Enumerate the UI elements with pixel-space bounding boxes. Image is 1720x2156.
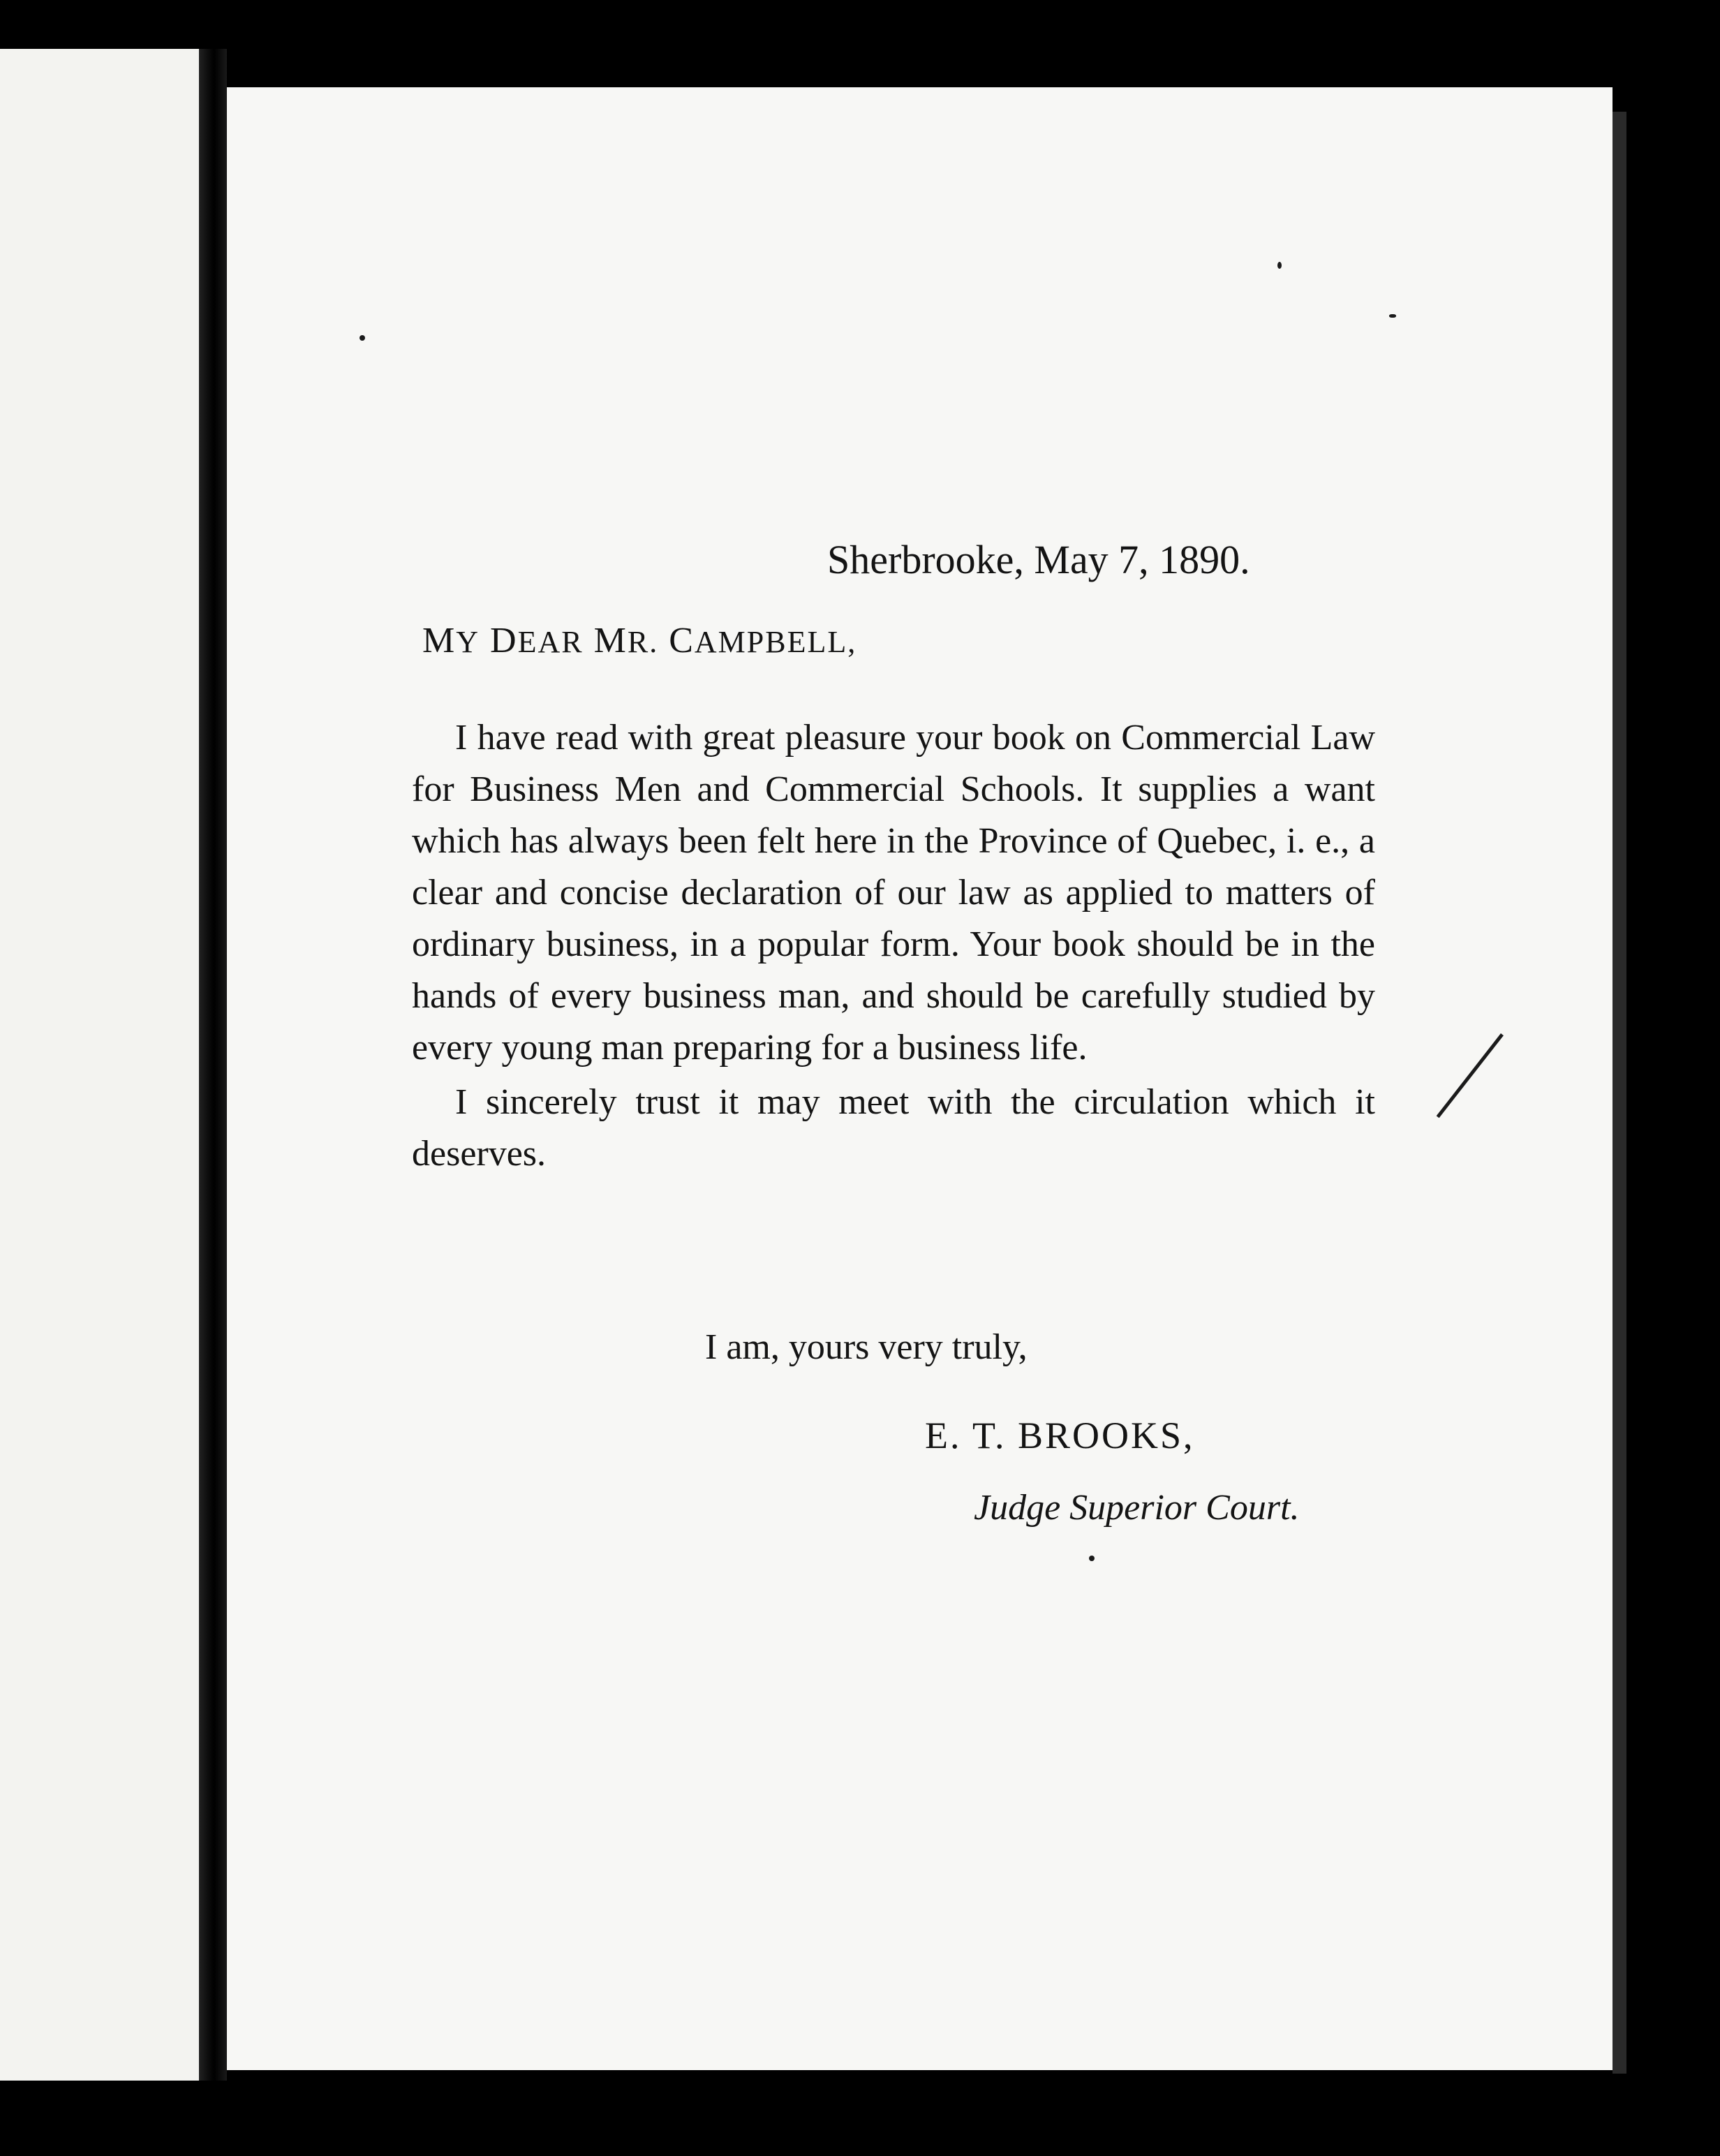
page-edge-shadow <box>1612 112 1626 2074</box>
book-gutter <box>199 49 227 2081</box>
salutation-initial: D <box>490 621 518 660</box>
letter-salutation <box>422 620 857 661</box>
salutation-initial: M <box>593 621 628 660</box>
ink-speck <box>1277 262 1282 269</box>
letter-closing: I am, yours very truly, <box>705 1327 1028 1367</box>
salutation-smallcaps: R. <box>627 625 659 659</box>
salutation-smallcaps: AMPBELL, <box>694 625 857 659</box>
letter-body <box>412 712 1375 1183</box>
salutation-initial: M <box>422 621 457 660</box>
ink-speck <box>359 335 365 341</box>
signatory-title: Judge Superior Court. <box>974 1488 1300 1528</box>
facing-page-edge <box>0 49 199 2081</box>
ink-speck <box>1089 1556 1095 1561</box>
salutation-initial: C <box>669 621 695 660</box>
salutation-smallcaps: Y <box>456 625 480 659</box>
salutation-smallcaps: EAR <box>517 625 584 659</box>
letter-dateline: Sherbrooke, May 7, 1890. <box>827 537 1250 582</box>
ink-speck <box>1389 314 1396 318</box>
letter-signature: E. T. BROOKS, <box>925 1415 1195 1456</box>
body-paragraph: I have read with great pleasure your book on Commercial Law for Business Men and Commercial Schools. It supplies a want which has always been felt here in the Province of Quebec, i. e., a clear and concise declaration of our law as applied to matters of ordinary business, in a popular form. Your book should be in the hands of every business man, and should be carefully studied by every young man preparing for a business life. <box>412 718 1375 1068</box>
body-paragraph: I sincerely trust it may meet with the circulation which it deserves. <box>412 1082 1375 1174</box>
